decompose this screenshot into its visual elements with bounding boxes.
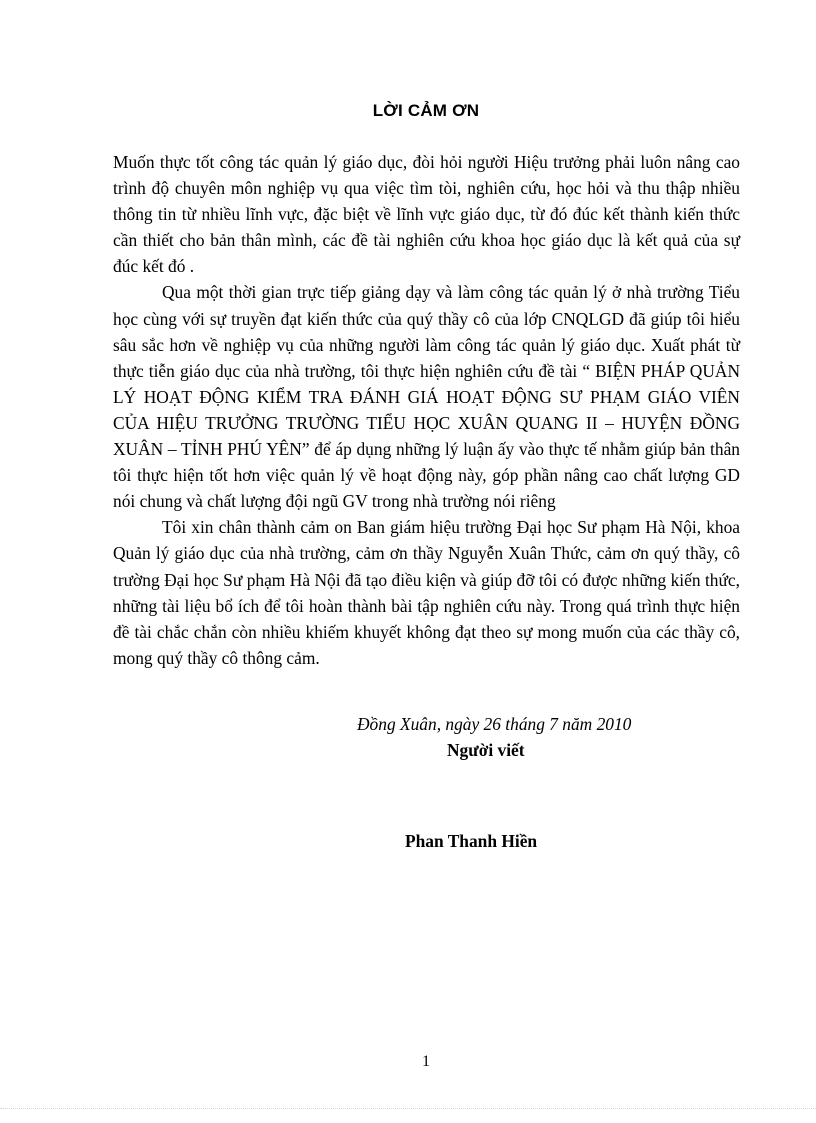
date-line: Đồng Xuân, ngày 26 tháng 7 năm 2010 (357, 714, 632, 734)
page-title: LỜI CẢM ƠN (372, 101, 480, 120)
author-name: Phan Thanh Hiền (405, 831, 538, 851)
paragraph-3: Tôi xin chân thành cảm on Ban giám hiệu trường Đại học Sư phạm Hà Nội, khoa Quản lý giáo dục của nhà trường, cảm ơn thầy Nguyễn Xuân Thức, cảm ơn quý thầy, cô trường Đại học Sư phạm Hà Nội đã tạo điều kiện và giúp đỡ tôi có được những kiến thức, những tài liệu bổ ích để tôi hoàn thành bài tập nghiên cứu này. Trong quá trình thực hiện đề tài chắc chắn còn nhiều khiếm khuyết không đạt theo sự mong muốn của các thầy cô, mong quý thầy cô thông cảm. (113, 517, 740, 668)
paragraph-1: Muốn thực tốt công tác quản lý giáo dục, đòi hỏi người Hiệu trưởng phải luôn nâng cao trình độ chuyên môn nghiệp vụ qua việc tìm tòi, nghiên cứu, học hỏi và thu thập nhiều thông tin từ nhiều lĩnh vực, đặc biệt về lĩnh vực giáo dục, từ đó đúc kết thành kiến thức cần thiết cho bản thân mình, các đề tài nghiên cứu khoa học giáo dục là kết quả của sự đúc kết đó . (113, 152, 740, 277)
author-role: Người viết (447, 740, 525, 760)
body-text (113, 149, 740, 671)
paragraph-2: Qua một thời gian trực tiếp giảng dạy và làm công tác quản lý ở nhà trường Tiểu học cùng với sự truyền đạt kiến thức của quý thầy cô của lớp CNQLGD đã giúp tôi hiểu sâu sắc hơn về nghiệp vụ của những người làm công tác quản lý giáo dục. Xuất phát từ thực tiễn giáo dục của nhà trường, tôi thực hiện nghiên cứu đề tài “ BIỆN PHÁP QUẢN LÝ HOẠT ĐỘNG KIỂM TRA ĐÁNH GIÁ HOẠT ĐỘNG SƯ PHẠM GIÁO VIÊN CỦA HIỆU TRƯỞNG TRƯỜNG TIỂU HỌC XUÂN QUANG II – HUYỆN ĐỒNG XUÂN – TỈNH PHÚ YÊN” để áp dụng những lý luận ấy vào thực tế nhằm giúp bản thân tôi thực hiện tốt hơn việc quản lý về hoạt động này, góp phần nâng cao chất lượng GD nói chung và chất lượng đội ngũ GV trong nhà trường nói riêng (113, 282, 740, 512)
page-bottom-divider (0, 1108, 816, 1109)
page-number: 1 (422, 1053, 430, 1070)
